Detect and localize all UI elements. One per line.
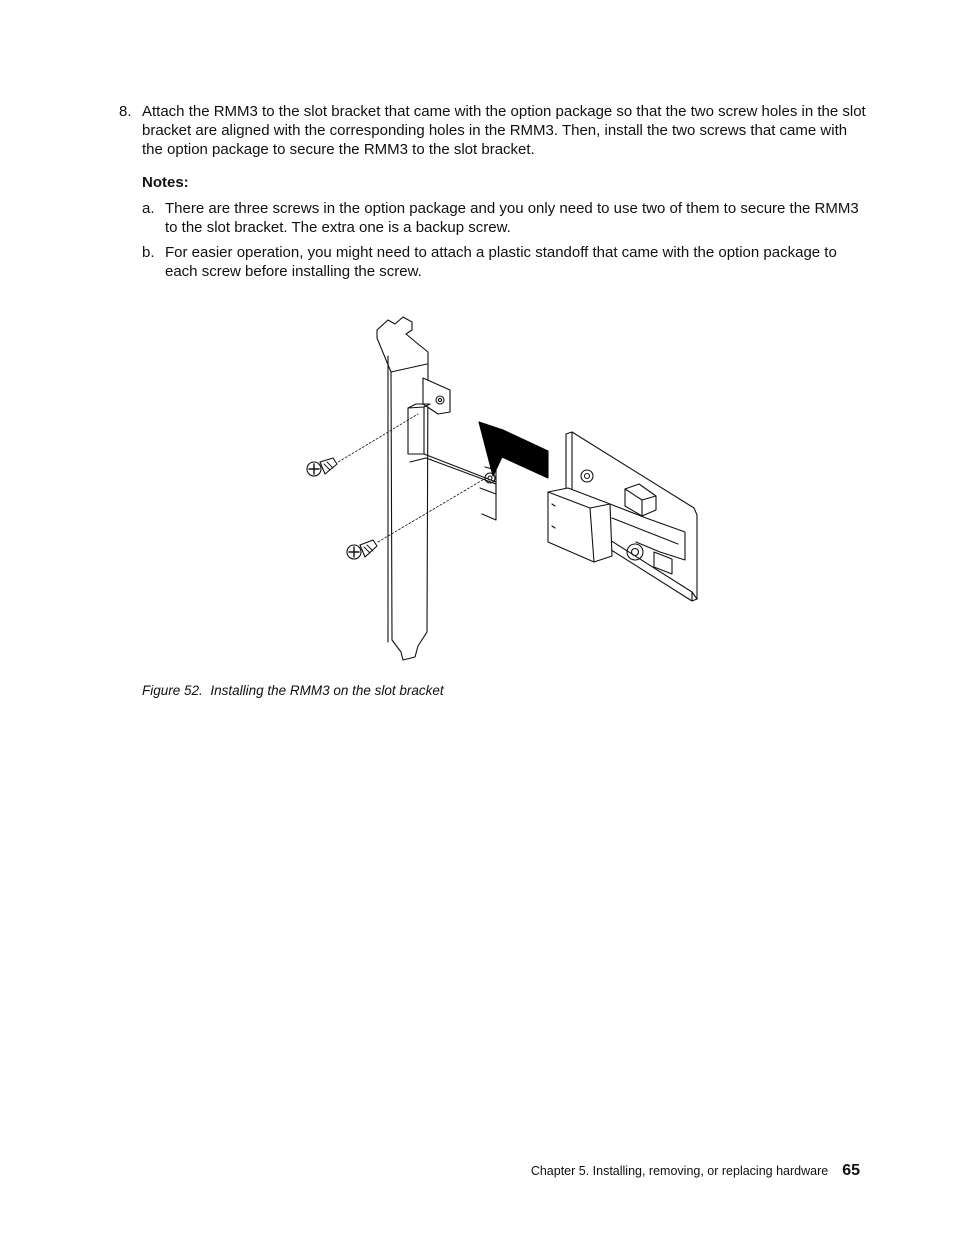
rmm3-installation-illustration [290,312,710,667]
figure-caption [142,683,444,698]
figure-caption-text: Installing the RMM3 on the slot bracket [210,683,444,698]
note-text: There are three screws in the option package and you only need to use two of them to secure the RMM3 to the slot bracket. The extra one is a backup screw. [165,200,859,236]
note-item [142,199,867,237]
slot-bracket [377,317,496,660]
figure-label: Figure 52. [142,683,203,698]
notes-heading: Notes: [142,174,189,191]
note-text: For easier operation, you might need to attach a plastic standoff that came with the option package to each screw before installing the screw. [165,244,837,280]
step-number: 8. [119,103,132,120]
step-8 [119,102,869,159]
rmm3-board [548,432,697,601]
note-item [142,243,867,281]
note-letter: a. [142,200,155,217]
direction-arrow [479,422,548,478]
chapter-title: Chapter 5. Installing, removing, or replacing hardware [530,1164,829,1178]
page-number: 65 [842,1162,860,1179]
note-letter: b. [142,244,155,261]
page-footer [531,1162,860,1180]
step-text: Attach the RMM3 to the slot bracket that came with the option package so that the two screw holes in the slot bracket are aligned with the corresponding holes in the RMM3. Then, install the two screws that came with the option package to secure the RMM3 to the slot bracket. [142,103,866,158]
